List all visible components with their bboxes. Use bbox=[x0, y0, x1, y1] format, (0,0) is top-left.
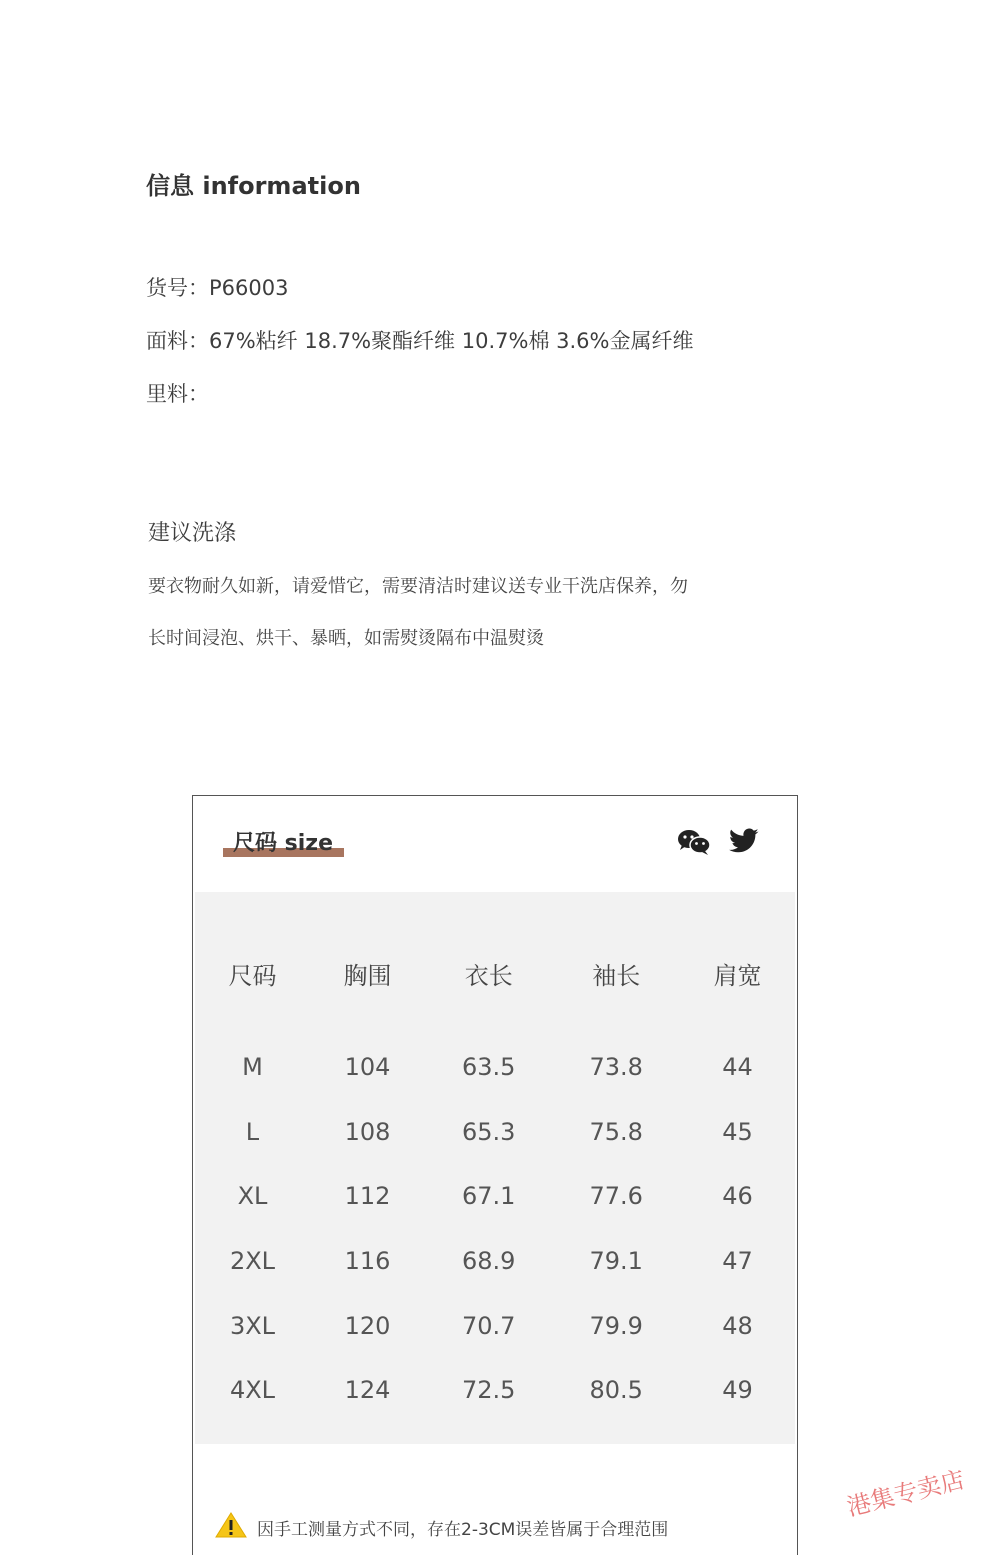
table-cell: 73.8 bbox=[589, 1053, 643, 1082]
table-cell: 44 bbox=[722, 1053, 753, 1082]
table-cell: 47 bbox=[722, 1247, 753, 1276]
col-header-size: 尺码 bbox=[228, 961, 277, 990]
table-cell: 45 bbox=[722, 1117, 753, 1146]
table-row bbox=[195, 1293, 795, 1358]
table-row bbox=[195, 1164, 795, 1229]
lining-info: 里料： bbox=[146, 382, 209, 406]
table-row bbox=[195, 1229, 795, 1294]
table-cell: 68.9 bbox=[462, 1247, 516, 1276]
table-cell: 67.1 bbox=[462, 1182, 516, 1211]
table-cell: 2XL bbox=[229, 1247, 276, 1276]
twitter-icon[interactable] bbox=[729, 828, 759, 856]
table-cell: 3XL bbox=[229, 1311, 276, 1340]
col-header-chest: 胸围 bbox=[343, 961, 392, 990]
store-watermark: 港集专卖店 bbox=[844, 1465, 968, 1522]
care-text-line-1: 要衣物耐久如新，请爱惜它，需要清洁时建议送专业干洗店保养，勿 bbox=[148, 576, 688, 597]
col-header-sleeve: 袖长 bbox=[592, 961, 641, 990]
care-heading: 建议洗涤 bbox=[148, 521, 237, 546]
table-cell: 70.7 bbox=[462, 1311, 516, 1340]
care-text-line-2: 长时间浸泡、烘干、暴晒，如需熨烫隔布中温熨烫 bbox=[148, 628, 544, 649]
table-cell: 63.5 bbox=[462, 1053, 516, 1082]
table-cell: 46 bbox=[722, 1182, 753, 1211]
size-table-panel bbox=[195, 892, 795, 1444]
measurement-note-text: 因手工测量方式不同，存在2-3CM误差皆属于合理范围 bbox=[257, 1519, 669, 1540]
size-title-group bbox=[223, 826, 333, 857]
table-cell: 4XL bbox=[229, 1376, 276, 1405]
info-heading: 信息 information bbox=[146, 172, 361, 200]
table-row bbox=[195, 1100, 795, 1165]
table-cell: 120 bbox=[344, 1311, 391, 1340]
share-icons bbox=[677, 828, 759, 856]
table-cell: 104 bbox=[344, 1053, 391, 1082]
table-cell: 72.5 bbox=[462, 1376, 516, 1405]
table-cell: 79.9 bbox=[589, 1311, 643, 1340]
fabric-composition: 面料：67%粘纤 18.7%聚酯纤维 10.7%棉 3.6%金属纤维 bbox=[146, 329, 694, 353]
size-table bbox=[195, 940, 795, 1423]
table-row bbox=[195, 1358, 795, 1423]
col-header-length: 衣长 bbox=[464, 961, 513, 990]
item-number: 货号：P66003 bbox=[146, 276, 289, 300]
wechat-icon[interactable] bbox=[677, 828, 711, 856]
table-cell: 75.8 bbox=[589, 1117, 643, 1146]
table-cell: 65.3 bbox=[462, 1117, 516, 1146]
table-cell: 116 bbox=[344, 1247, 391, 1276]
size-table-header-row bbox=[195, 940, 795, 1006]
table-cell: 77.6 bbox=[589, 1182, 643, 1211]
table-cell: XL bbox=[237, 1182, 268, 1211]
table-cell: 48 bbox=[722, 1311, 753, 1340]
table-cell: 124 bbox=[344, 1376, 391, 1405]
size-chart-card bbox=[192, 795, 798, 1555]
table-cell: 80.5 bbox=[589, 1376, 643, 1405]
size-title: 尺码 size bbox=[233, 831, 334, 856]
warning-icon bbox=[215, 1512, 247, 1542]
measurement-note bbox=[215, 1512, 668, 1542]
table-row bbox=[195, 1035, 795, 1100]
table-cell: 79.1 bbox=[589, 1247, 643, 1276]
table-cell: 49 bbox=[722, 1376, 753, 1405]
table-cell: L bbox=[245, 1117, 260, 1146]
table-cell: 108 bbox=[344, 1117, 391, 1146]
table-cell: M bbox=[242, 1053, 263, 1082]
table-cell: 112 bbox=[344, 1182, 391, 1211]
col-header-shoulder: 肩宽 bbox=[713, 961, 762, 990]
